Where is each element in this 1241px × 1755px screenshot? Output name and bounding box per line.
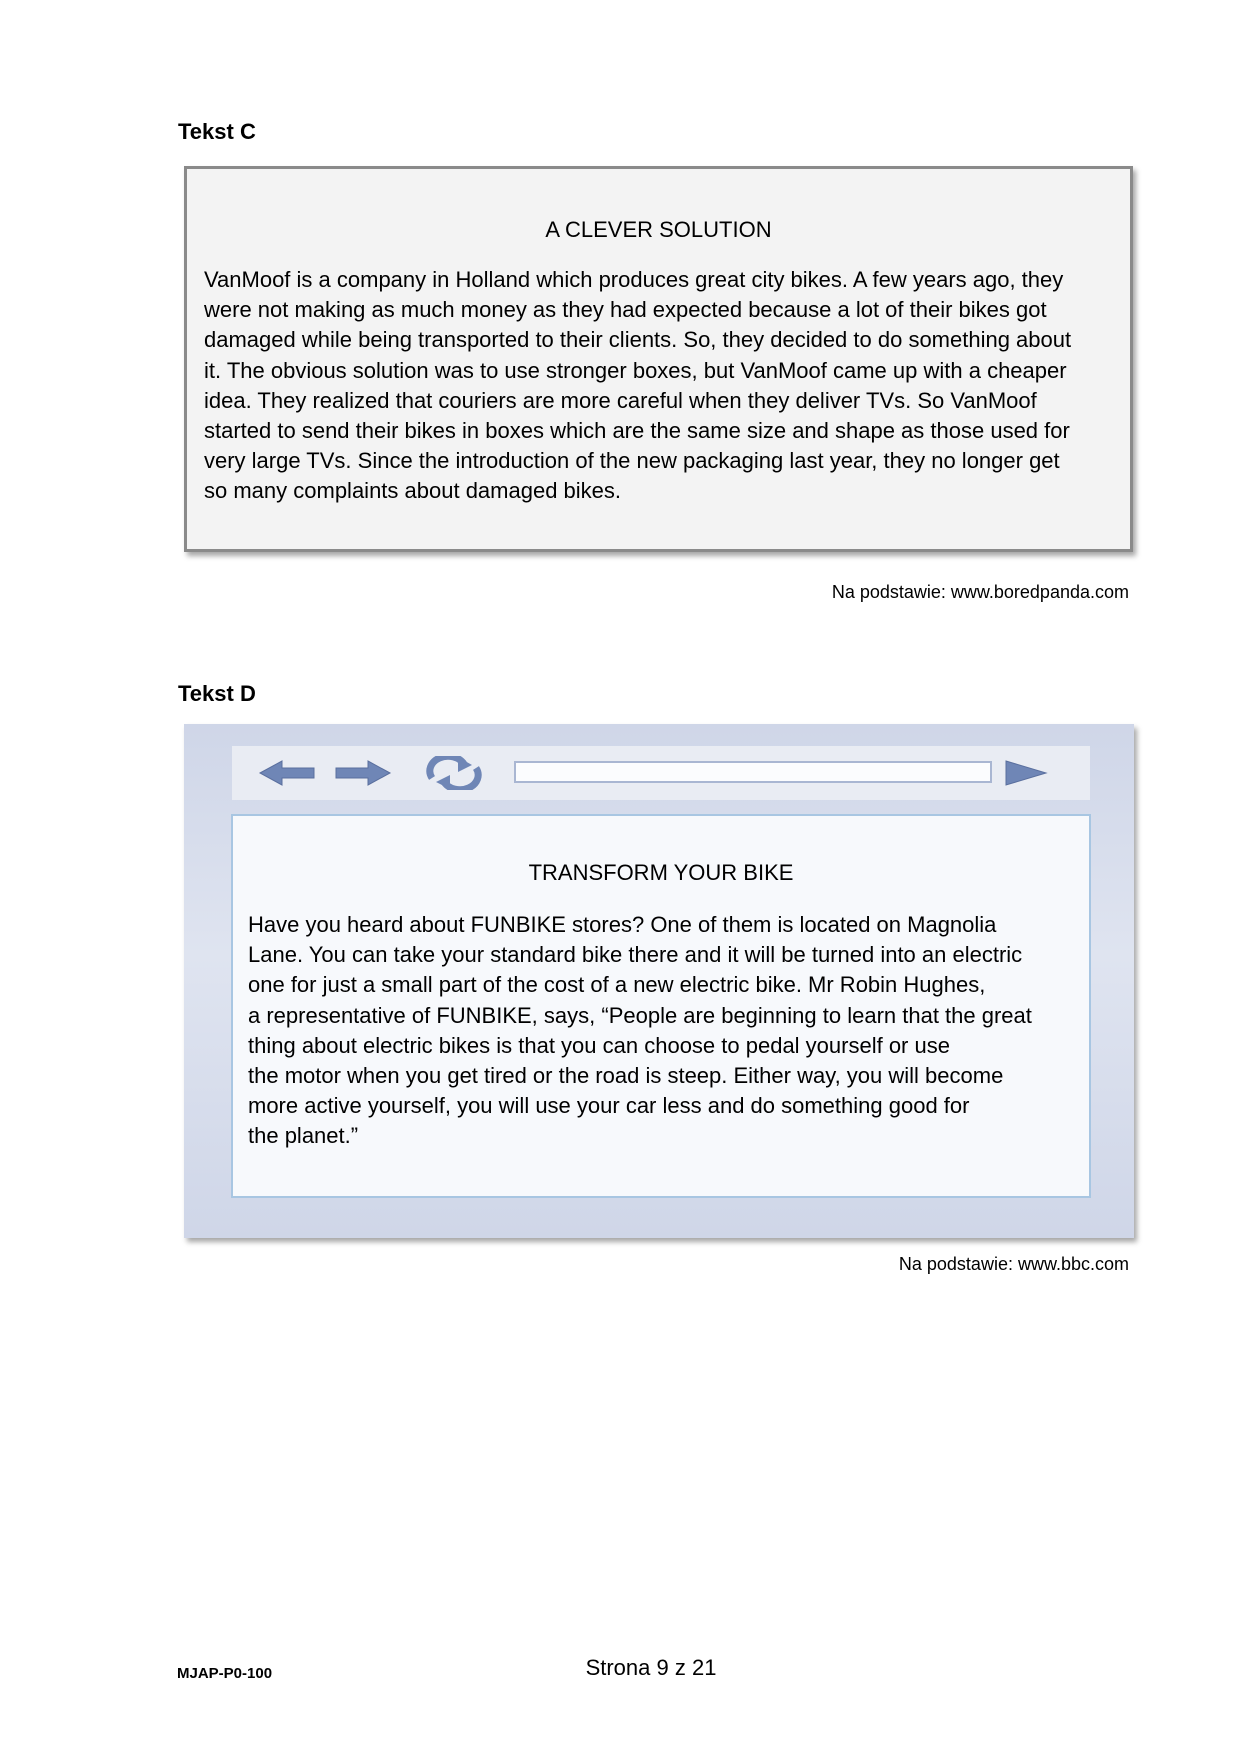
browser-toolbar [232, 746, 1090, 800]
text-c-title: A CLEVER SOLUTION [545, 217, 772, 242]
go-arrow-icon[interactable] [1004, 756, 1048, 790]
address-bar[interactable] [514, 761, 992, 783]
text-c-heading: Tekst C [178, 119, 256, 144]
text-d-heading: Tekst D [178, 681, 256, 706]
text-c-body: VanMoof is a company in Holland which produces great city bikes. A few years ago, they were not making as much money as they had expected because a lot of their bikes got damaged while being transported to their clients. So, they decided to do something about it. The obvious solution was to use stronger boxes, but VanMoof came up with a cheaper idea. They realized that couriers are more careful when they deliver TVs. So VanMoof started to send their bikes in boxes which are the same size and shape as those used for very large TVs. Since the introduction of the new packaging last year, they no longer get so many complaints about damaged bikes. [204, 267, 1072, 504]
exam-code: MJAP-P0-100 [177, 1665, 273, 1682]
browser-content [231, 814, 1091, 1198]
page-number: Strona 9 z 21 [585, 1655, 717, 1680]
text-d-source: Na podstawie: www.bbc.com [898, 1254, 1129, 1274]
text-d-title: TRANSFORM YOUR BIKE [528, 860, 794, 885]
browser-frame [184, 724, 1134, 1238]
text-d-body: Have you heard about FUNBIKE stores? One of them is located on Magnolia Lane. You can take your standard bike there and it will be turned into an electric one for just a small part of the cost of a new electric bike. Mr Robin Hughes, a representative of FUNBIKE, says, “People are beginning to learn that the great thing about electric bikes is that you can choose to pedal yourself or use the motor when you get tired or the road is steep. Either way, you will become more active yourself, you will use your car less and do something good for the planet.” [248, 912, 1032, 1149]
refresh-icon[interactable] [420, 756, 488, 790]
back-arrow-icon[interactable] [258, 756, 316, 790]
forward-arrow-icon[interactable] [334, 756, 392, 790]
text-c-box [184, 166, 1133, 552]
text-c-source: Na podstawie: www.boredpanda.com [831, 582, 1129, 602]
